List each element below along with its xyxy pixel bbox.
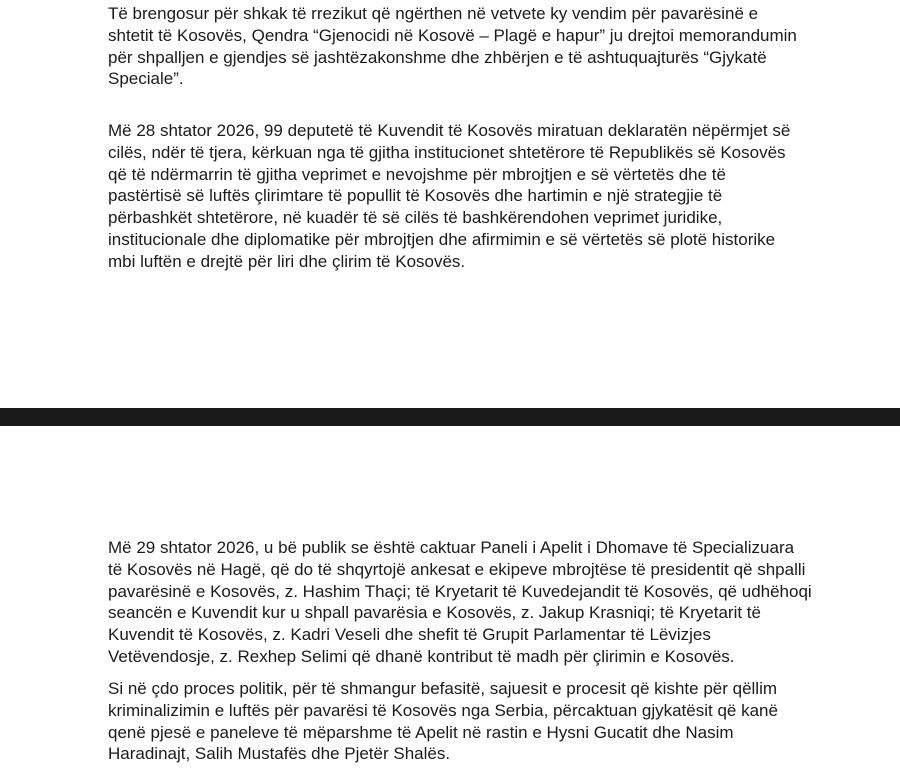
paragraph-line: të Kosovës në Hagë, që do të shqyrtojë ankesat e ekipeve mbrojtëse të presidentit që shpalli [108, 559, 806, 579]
paragraph-line: Më 28 shtator 2026, 99 deputetë të Kuvendit të Kosovës miratuan deklaratën nëpërmjet së [108, 121, 791, 140]
page-separator [0, 408, 900, 426]
paragraph-line: Vetëvendosje, z. Rexhep Selimi që dhanë kontribut të madh për çlirimin e Kosovës. [108, 646, 735, 666]
paragraph-line: seancën e Kuvendit kur u shpall pavarësia e Kosovës, z. Jakup Krasniqi; të Kryetarit të [108, 603, 761, 623]
paragraph-line: pastërtisë së luftës çlirimtare të popullit të Kosovës dhe hartimin e një strategjie të [108, 186, 723, 206]
paragraph-line: Më 29 shtator 2026, u bë publik se është caktuar Paneli i Apelit i Dhomave të Specializuara [108, 538, 795, 557]
paragraph-line: Haradinajt, Salih Mustafës dhe Pjetër Shalës. [108, 744, 451, 764]
paragraph-line: kriminalizimin e luftës për pavarësi të Kosovës nga Serbia, përcaktuan gjykatësit që kanë [108, 700, 778, 720]
paragraph-declaration [108, 120, 828, 273]
paragraph-line: cilës, ndër të tjera, kërkuan nga të gjitha institucionet shtetërore të Republikës së Kosovës [108, 142, 786, 162]
paragraph-line: qenë pjesë e paneleve të mëparshme të Apelit në rastin e Hysni Gucatit dhe Nasim [108, 722, 734, 742]
paragraph-line: Të brengosur për shkak të rrezikut që ngërthen në vetvete ky vendim për pavarësinë e [108, 4, 759, 23]
paragraph-line: Speciale”. [108, 69, 184, 89]
document-page-bottom [0, 426, 900, 782]
paragraph-line: për shpalljen e gjendjes së jashtëzakonshme dhe zhbërjen e të ashtuquajturës “Gjykatë [108, 47, 767, 67]
paragraph-memorandum [108, 3, 828, 90]
paragraph-line: Kuvendit të Kosovës, z. Kadri Veseli dhe shefit të Grupit Parlamentar të Lëvizjes [108, 625, 711, 645]
paragraph-political-process [108, 678, 828, 765]
paragraph-line: institucionale dhe diplomatike për mbrojtjen dhe afirmimin e së vërtetës së plotë historike [108, 229, 776, 249]
paragraph-line: pavarësinë e Kosovës, z. Hashim Thaçi; të Kryetarit të Kuvedejandit të Kosovës, që udhëhoqi [108, 581, 812, 601]
paragraph-appeals-panel [108, 537, 828, 668]
paragraph-line: Si në çdo proces politik, për të shmangur befasitë, sajuesit e procesit që kishte për qëllim [108, 679, 778, 698]
paragraph-line: mbi luftën e drejtë për liri dhe çlirim të Kosovës. [108, 251, 466, 271]
paragraph-line: që të ndërmarrin të gjitha veprimet e nevojshme për mbrojtjen e së vërtetës dhe të [108, 164, 726, 184]
paragraph-line: shtetit të Kosovës, Qendra “Gjenocidi në Kosovë – Plagë e hapur” ju drejtoi memorandumin [108, 25, 797, 45]
paragraph-line: përbashkët shtetërore, në kuadër të së cilës të bashkërendohen veprimet juridike, [108, 208, 723, 228]
